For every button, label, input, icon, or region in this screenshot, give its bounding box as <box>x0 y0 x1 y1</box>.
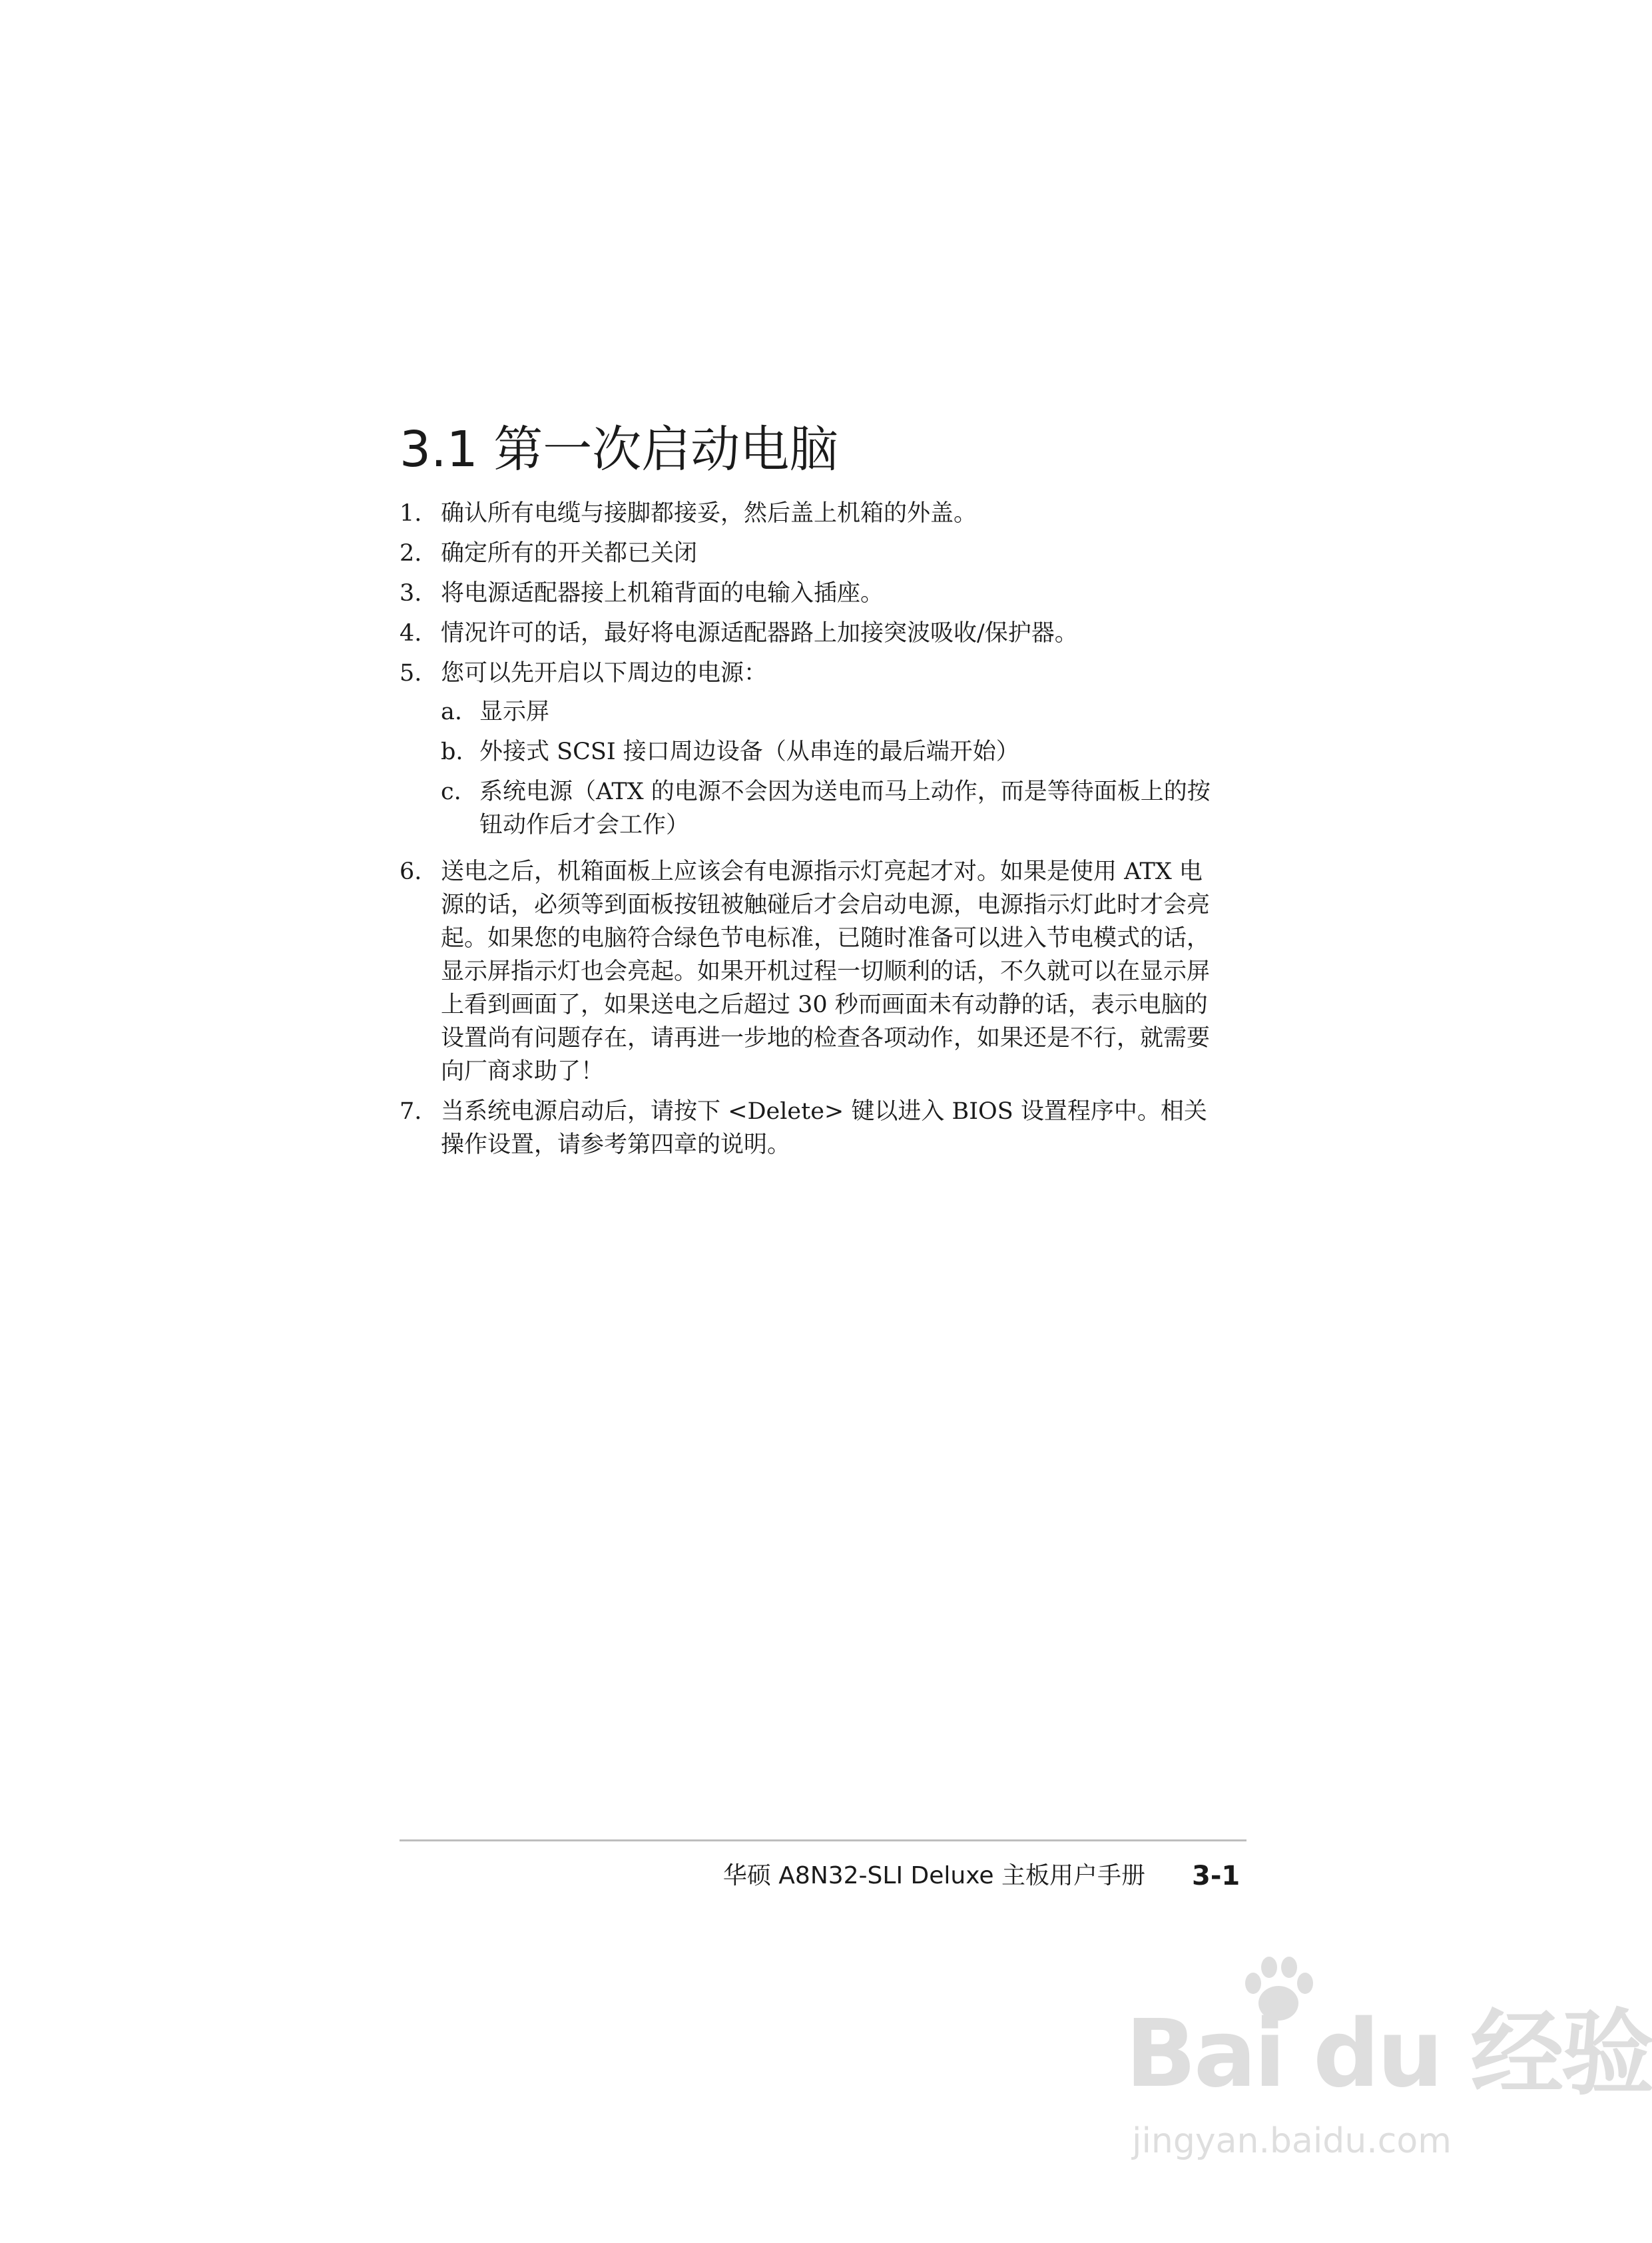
step-text: 将电源适配器接上机箱背面的电输入插座。 <box>441 580 884 607</box>
sub-list-item <box>441 695 1219 729</box>
step-text: 您可以先开启以下周边的电源： <box>441 660 768 687</box>
step-number: 3. <box>400 580 422 607</box>
sub-letter: c. <box>441 779 461 805</box>
step-text: 确定所有的开关都已关闭 <box>441 540 698 567</box>
list-item <box>400 577 1219 610</box>
step-number: 6. <box>400 858 422 885</box>
list-item <box>400 1095 1219 1161</box>
list-item <box>400 617 1219 650</box>
page-title: 3.1 第一次启动电脑 <box>400 421 839 478</box>
sub-text: 显示屏 <box>479 699 550 725</box>
baidu-watermark <box>1125 2000 1652 2211</box>
list-item <box>400 657 1219 848</box>
step-list <box>400 497 1219 1168</box>
list-item <box>400 855 1219 1088</box>
list-item <box>400 537 1219 570</box>
sub-letter: b. <box>441 739 463 765</box>
step-number: 7. <box>400 1098 422 1125</box>
footer-divider <box>400 1839 1246 1841</box>
step-number: 4. <box>400 620 422 647</box>
watermark-logo: Bai du 经验 <box>1125 2000 1652 2108</box>
watermark-url: jingyan.baidu.com <box>1132 2121 1452 2161</box>
step-text: 当系统电源启动后，请按下 <Delete> 键以进入 BIOS 设置程序中。相关操作设置，请参考第四章的说明。 <box>441 1098 1207 1158</box>
sub-text: 外接式 SCSI 接口周边设备（从串连的最后端开始） <box>479 739 1019 765</box>
step-number: 5. <box>400 660 422 687</box>
step-text: 情况许可的话，最好将电源适配器路上加接突波吸收/保护器。 <box>441 620 1078 647</box>
step-number: 2. <box>400 540 422 567</box>
list-item <box>400 497 1219 530</box>
footer-manual-title: 华硕 A8N32-SLI Deluxe 主板用户手册 <box>722 1862 1145 1889</box>
sub-letter: a. <box>441 699 462 725</box>
sub-list <box>441 695 1219 842</box>
sub-text: 系统电源（ATX 的电源不会因为送电而马上动作，而是等待面板上的按钮动作后才会工作） <box>479 779 1211 838</box>
step-number: 1. <box>400 500 422 527</box>
step-text: 确认所有电缆与接脚都接妥，然后盖上机箱的外盖。 <box>441 500 977 527</box>
sub-list-item <box>441 775 1219 842</box>
sub-list-item <box>441 735 1219 769</box>
page-number: 3-1 <box>1192 1861 1240 1891</box>
step-text: 送电之后，机箱面板上应该会有电源指示灯亮起才对。如果是使用 ATX 电源的话，必须等到面板按钮被触碰后才会启动电源，电源指示灯此时才会亮起。如果您的电脑符合绿色节电标准，已随时准备可以进入节电模式的话，显示屏指示灯也会亮起。如果开机过程一切顺利的话，不久就可以在显示屏上看到画面了，如果送电之后超过 30 秒而画面未有动静的话，表示电脑的设置尚有问题存在，请再进一步地的检查各项动作，如果还是不行，就需要向厂商求助了！ <box>441 858 1211 1085</box>
